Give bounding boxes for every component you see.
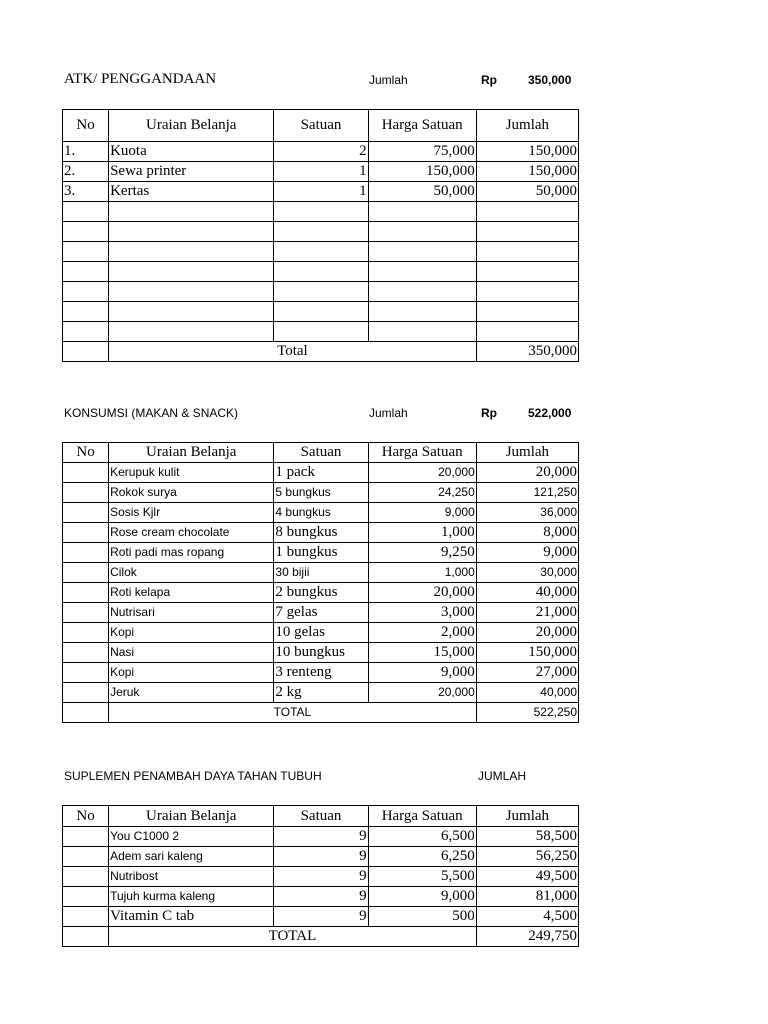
table-row (63, 643, 579, 663)
table-row (63, 463, 579, 483)
header-jumlah: Jumlah (476, 110, 578, 142)
empty-cell (368, 242, 476, 262)
section-amount: 350,000 (528, 73, 572, 87)
cell-total: 36,000 (476, 503, 578, 523)
cell-price: 75,000 (368, 142, 476, 162)
cell-total: 81,000 (476, 887, 578, 907)
empty-cell (368, 202, 476, 222)
table-row (63, 907, 579, 927)
table-row (63, 563, 579, 583)
cell-price: 500 (368, 907, 476, 927)
cell-no (63, 483, 109, 503)
section-amount: 522,000 (528, 406, 572, 420)
total-value: 350,000 (476, 342, 578, 362)
empty-cell (63, 302, 109, 322)
header-satuan: Satuan (274, 110, 368, 142)
cell-price: 3,000 (368, 603, 476, 623)
cell-unit: 10 gelas (274, 623, 368, 643)
cell-price: 15,000 (368, 643, 476, 663)
empty-cell (109, 282, 274, 302)
cell-price: 6,250 (368, 847, 476, 867)
cell-total: 58,500 (476, 827, 578, 847)
header-satuan: Satuan (274, 443, 368, 463)
cell-no (63, 603, 109, 623)
empty-cell (63, 703, 109, 723)
cell-no (63, 463, 109, 483)
cell-total: 8,000 (476, 523, 578, 543)
atk-table (62, 109, 579, 362)
header-no: No (63, 806, 109, 827)
cell-no: 2. (63, 162, 109, 182)
table-row (63, 847, 579, 867)
cell-no (63, 523, 109, 543)
cell-unit: 8 bungkus (274, 523, 368, 543)
empty-cell (368, 282, 476, 302)
cell-item: Kertas (109, 182, 274, 202)
cell-total: 150,000 (476, 142, 578, 162)
section-jumlah-label: Jumlah (369, 73, 408, 87)
cell-unit: 9 (274, 827, 368, 847)
empty-cell (63, 262, 109, 282)
cell-no (63, 563, 109, 583)
cell-item: Kopi (109, 663, 274, 683)
empty-cell (476, 202, 578, 222)
empty-cell (274, 302, 368, 322)
empty-cell (368, 302, 476, 322)
empty-cell (368, 262, 476, 282)
cell-total: 20,000 (476, 463, 578, 483)
table-row (63, 867, 579, 887)
empty-cell (476, 302, 578, 322)
cell-price: 1,000 (368, 563, 476, 583)
table-row (63, 583, 579, 603)
empty-cell (274, 262, 368, 282)
cell-total: 50,000 (476, 182, 578, 202)
table-header-row (63, 110, 579, 142)
section-jumlah-label: JUMLAH (478, 769, 527, 783)
cell-price: 24,250 (368, 483, 476, 503)
cell-price: 9,000 (368, 503, 476, 523)
cell-price: 20,000 (368, 583, 476, 603)
currency-label: Rp (481, 406, 497, 420)
empty-cell (63, 242, 109, 262)
section-jumlah-label: Jumlah (369, 406, 408, 420)
header-harga: Harga Satuan (368, 110, 476, 142)
cell-unit: 9 (274, 867, 368, 887)
cell-price: 20,000 (368, 683, 476, 703)
cell-unit: 2 kg (274, 683, 368, 703)
section-title-atk: ATK/ PENGGANDAAN (64, 71, 217, 87)
cell-item: Kopi (109, 623, 274, 643)
table-row (63, 523, 579, 543)
cell-no: 3. (63, 182, 109, 202)
header-jumlah: Jumlah (476, 806, 578, 827)
section-title-suplemen: SUPLEMEN PENAMBAH DAYA TAHAN TUBUH (64, 769, 322, 783)
cell-unit: 1 bungkus (274, 543, 368, 563)
header-jumlah: Jumlah (476, 443, 578, 463)
empty-row (63, 242, 579, 262)
empty-row (63, 282, 579, 302)
cell-total: 20,000 (476, 623, 578, 643)
cell-no (63, 907, 109, 927)
cell-total: 121,250 (476, 483, 578, 503)
cell-total: 30,000 (476, 563, 578, 583)
cell-price: 9,000 (368, 887, 476, 907)
total-row (63, 703, 579, 723)
header-uraian: Uraian Belanja (109, 110, 274, 142)
table-row (63, 827, 579, 847)
cell-no (63, 827, 109, 847)
table-header-row (63, 443, 579, 463)
cell-total: 40,000 (476, 583, 578, 603)
table-row (63, 503, 579, 523)
cell-item: Nutrisari (109, 603, 274, 623)
empty-row (63, 302, 579, 322)
empty-cell (476, 322, 578, 342)
cell-item: Tujuh kurma kaleng (109, 887, 274, 907)
cell-item: Kuota (109, 142, 274, 162)
cell-price: 1,000 (368, 523, 476, 543)
cell-unit: 10 bungkus (274, 643, 368, 663)
table-row (63, 603, 579, 623)
cell-unit: 3 renteng (274, 663, 368, 683)
table-row (63, 162, 579, 182)
currency-label: Rp (481, 73, 497, 87)
total-row (63, 927, 579, 947)
cell-total: 56,250 (476, 847, 578, 867)
cell-no (63, 503, 109, 523)
total-label: TOTAL (109, 927, 477, 947)
table-row (63, 142, 579, 162)
cell-unit: 4 bungkus (274, 503, 368, 523)
header-uraian: Uraian Belanja (109, 443, 274, 463)
empty-row (63, 262, 579, 282)
suplemen-table (62, 805, 579, 947)
empty-cell (63, 322, 109, 342)
empty-cell (368, 322, 476, 342)
empty-cell (476, 262, 578, 282)
cell-total: 9,000 (476, 543, 578, 563)
empty-row (63, 222, 579, 242)
cell-item: Nutribost (109, 867, 274, 887)
table-row (63, 483, 579, 503)
cell-unit: 7 gelas (274, 603, 368, 623)
table-row (63, 663, 579, 683)
cell-unit: 30 bijii (274, 563, 368, 583)
cell-no (63, 663, 109, 683)
cell-item: Cilok (109, 563, 274, 583)
empty-cell (63, 202, 109, 222)
cell-price: 50,000 (368, 182, 476, 202)
cell-no (63, 867, 109, 887)
empty-cell (63, 342, 109, 362)
table-row (63, 887, 579, 907)
table-row (63, 623, 579, 643)
header-harga: Harga Satuan (368, 806, 476, 827)
cell-total: 150,000 (476, 643, 578, 663)
empty-cell (368, 222, 476, 242)
empty-cell (274, 322, 368, 342)
cell-no (63, 623, 109, 643)
empty-cell (63, 222, 109, 242)
empty-cell (476, 242, 578, 262)
empty-cell (109, 322, 274, 342)
empty-cell (476, 282, 578, 302)
total-value: 249,750 (476, 927, 578, 947)
cell-total: 21,000 (476, 603, 578, 623)
cell-price: 20,000 (368, 463, 476, 483)
cell-unit: 1 pack (274, 463, 368, 483)
cell-item: Roti kelapa (109, 583, 274, 603)
empty-row (63, 322, 579, 342)
cell-item: Vitamin C tab (109, 907, 274, 927)
table-row (63, 543, 579, 563)
table-row (63, 182, 579, 202)
cell-item: Rokok surya (109, 483, 274, 503)
cell-no (63, 543, 109, 563)
cell-no (63, 847, 109, 867)
cell-item: Rose cream chocolate (109, 523, 274, 543)
header-harga: Harga Satuan (368, 443, 476, 463)
cell-total: 150,000 (476, 162, 578, 182)
cell-unit: 9 (274, 847, 368, 867)
header-no: No (63, 443, 109, 463)
cell-item: Roti padi mas ropang (109, 543, 274, 563)
cell-total: 4,500 (476, 907, 578, 927)
empty-cell (274, 222, 368, 242)
cell-no (63, 887, 109, 907)
cell-unit: 1 (274, 162, 368, 182)
header-no: No (63, 110, 109, 142)
cell-item: You C1000 2 (109, 827, 274, 847)
cell-unit: 5 bungkus (274, 483, 368, 503)
cell-item: Sosis Kjlr (109, 503, 274, 523)
empty-cell (274, 202, 368, 222)
total-label: TOTAL (109, 703, 477, 723)
cell-item: Jeruk (109, 683, 274, 703)
total-row (63, 342, 579, 362)
empty-cell (274, 242, 368, 262)
cell-unit: 2 (274, 142, 368, 162)
cell-no (63, 643, 109, 663)
cell-no (63, 583, 109, 603)
konsumsi-table (62, 442, 579, 723)
table-row (63, 683, 579, 703)
header-uraian: Uraian Belanja (109, 806, 274, 827)
cell-price: 9,250 (368, 543, 476, 563)
header-satuan: Satuan (274, 806, 368, 827)
section-title-konsumsi: KONSUMSI (MAKAN & SNACK) (64, 406, 239, 420)
total-label: Total (109, 342, 477, 362)
cell-unit: 9 (274, 887, 368, 907)
cell-price: 2,000 (368, 623, 476, 643)
cell-price: 5,500 (368, 867, 476, 887)
empty-cell (274, 282, 368, 302)
cell-item: Kerupuk kulit (109, 463, 274, 483)
cell-no (63, 683, 109, 703)
cell-item: Sewa printer (109, 162, 274, 182)
cell-unit: 1 (274, 182, 368, 202)
cell-price: 150,000 (368, 162, 476, 182)
total-value: 522,250 (476, 703, 578, 723)
table-header-row (63, 806, 579, 827)
empty-cell (109, 222, 274, 242)
empty-cell (476, 222, 578, 242)
cell-item: Nasi (109, 643, 274, 663)
empty-cell (63, 927, 109, 947)
cell-unit: 9 (274, 907, 368, 927)
cell-unit: 2 bungkus (274, 583, 368, 603)
cell-total: 40,000 (476, 683, 578, 703)
empty-cell (63, 282, 109, 302)
cell-price: 9,000 (368, 663, 476, 683)
cell-total: 49,500 (476, 867, 578, 887)
empty-cell (109, 242, 274, 262)
cell-no: 1. (63, 142, 109, 162)
cell-total: 27,000 (476, 663, 578, 683)
empty-row (63, 202, 579, 222)
empty-cell (109, 202, 274, 222)
cell-item: Adem sari kaleng (109, 847, 274, 867)
empty-cell (109, 262, 274, 282)
empty-cell (109, 302, 274, 322)
cell-price: 6,500 (368, 827, 476, 847)
